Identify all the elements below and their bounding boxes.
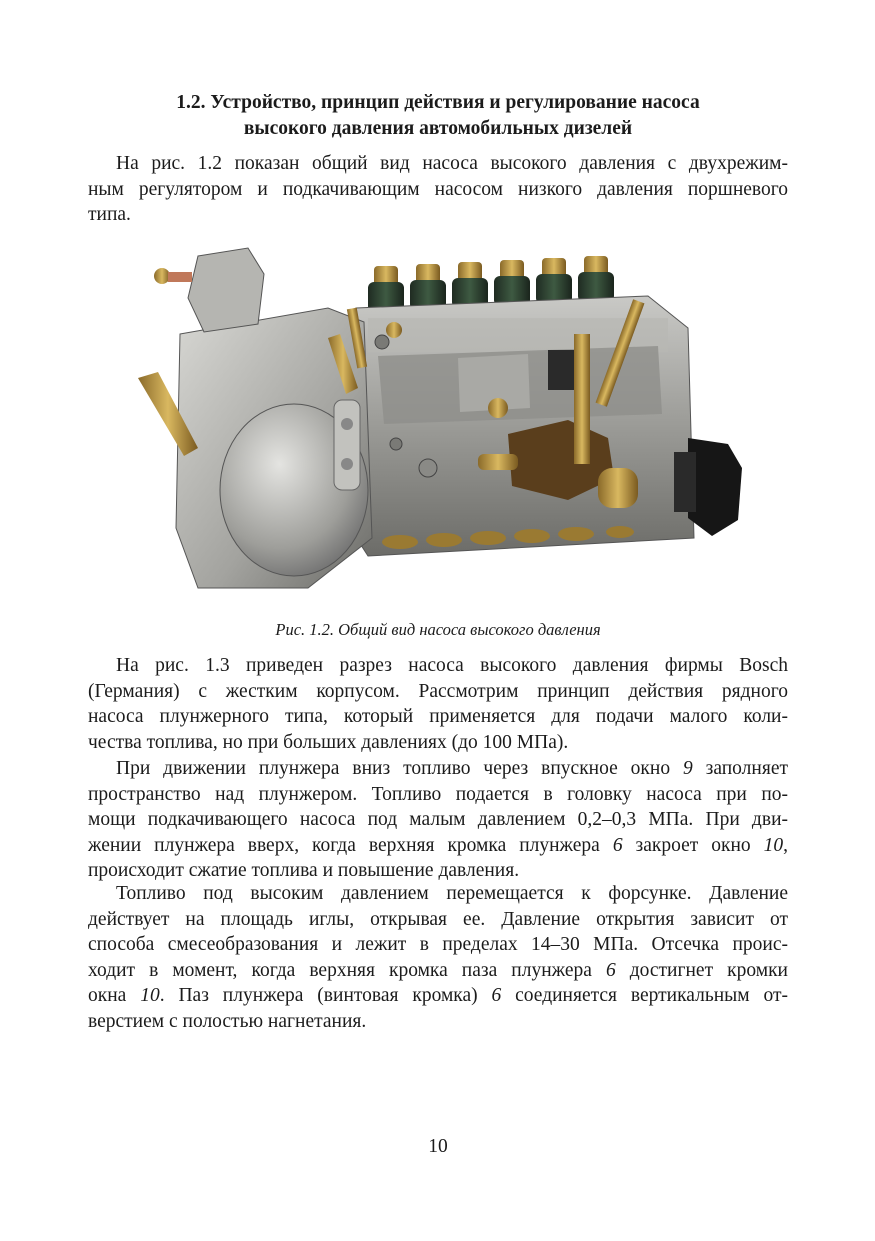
text-segment: соединяется вертикальным от- bbox=[501, 985, 788, 1007]
text-line: насоса плунжерного типа, который применяется для подачи малого коли- bbox=[88, 706, 788, 728]
ref-number: 9 bbox=[682, 758, 693, 779]
text-line: ным регулятором и подкачивающим насосом низкого давления поршневого bbox=[88, 178, 788, 200]
text-line bbox=[88, 958, 788, 984]
figure-caption: Рис. 1.2. Общий вид насоса высокого давления bbox=[275, 620, 601, 639]
paragraph-1 bbox=[88, 653, 788, 755]
fuel-pump-photo-icon bbox=[128, 238, 758, 596]
text-segment: . Паз плунжера (винтовая кромка) bbox=[159, 985, 492, 1007]
text-segment: достигнет кромки bbox=[615, 959, 788, 981]
text-line: способа смесеобразования и лежит в пределах 14–30 МПа. Отсечка проис- bbox=[88, 934, 788, 956]
text-line: действует на площадь иглы, открывая ее. Давление открытия зависит от bbox=[88, 908, 788, 930]
section-heading-line-1: 1.2. Устройство, принцип действия и регулирование насоса bbox=[176, 92, 700, 113]
text-segment: , bbox=[783, 834, 789, 856]
text-line: (Германия) с жестким корпусом. Рассмотрим принцип действия рядного bbox=[88, 680, 788, 702]
text-segment: ходит в момент, когда верхняя кромка паза плунжера bbox=[88, 959, 606, 981]
section-heading-line-2: высокого давления автомобильных дизелей bbox=[243, 118, 633, 139]
fuel-pump-figure bbox=[128, 238, 758, 596]
text-line bbox=[88, 983, 788, 1009]
page-number: 10 bbox=[428, 1136, 448, 1157]
text-line: типа. bbox=[88, 204, 131, 226]
text-segment: заполняет bbox=[692, 758, 788, 779]
text-line: происходит сжатие топлива и повышение давления. bbox=[88, 860, 520, 882]
text-line: пространство над плунжером. Топливо подается в головку насоса при по- bbox=[88, 783, 788, 805]
ref-number: 6 bbox=[612, 834, 623, 856]
ref-number: 10 bbox=[763, 834, 784, 856]
intro-paragraph bbox=[88, 151, 788, 228]
ref-number: 10 bbox=[140, 985, 160, 1007]
text-line bbox=[88, 833, 788, 859]
text-line: мощи подкачивающего насоса под малым давлением 0,2–0,3 МПа. При дви- bbox=[88, 809, 788, 831]
text-line bbox=[88, 756, 788, 782]
ref-number: 6 bbox=[491, 985, 502, 1007]
text-line: Топливо под высоким давлением перемещается к форсунке. Давление bbox=[116, 883, 788, 904]
text-segment: жении плунжера вверх, когда верхняя кромка плунжера bbox=[88, 834, 613, 856]
paragraph-3 bbox=[88, 881, 788, 1035]
text-segment: При движении плунжера вниз топливо через впускное окно bbox=[116, 758, 683, 779]
text-segment: закроет окно bbox=[622, 834, 764, 856]
section-heading bbox=[88, 90, 788, 142]
text-line: чества топлива, но при больших давлениях (до 100 МПа). bbox=[88, 731, 569, 753]
paragraph-2 bbox=[88, 756, 788, 884]
text-line: На рис. 1.2 показан общий вид насоса высокого давления с двухрежим- bbox=[116, 153, 788, 174]
ref-number: 6 bbox=[605, 959, 616, 981]
text-line: На рис. 1.3 приведен разрез насоса высокого давления фирмы Bosch bbox=[116, 655, 788, 676]
text-line: верстием с полостью нагнетания. bbox=[88, 1010, 367, 1032]
text-segment: окна bbox=[88, 985, 141, 1007]
